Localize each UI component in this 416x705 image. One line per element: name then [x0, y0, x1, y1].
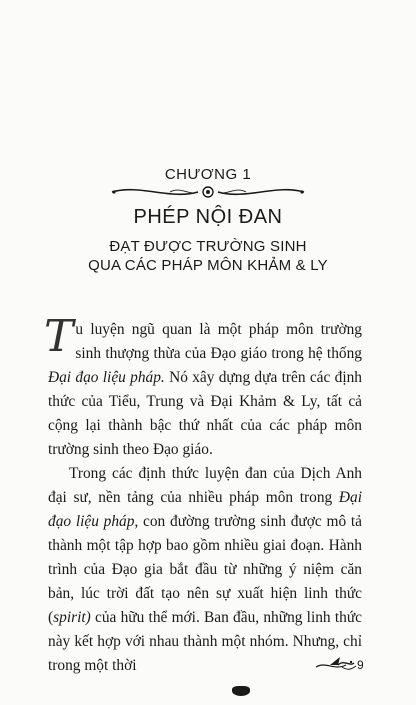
paragraph-1-emphasis: Đại đạo liệu pháp. — [48, 369, 165, 386]
chapter-label: CHƯƠNG 1 — [164, 166, 252, 183]
paragraph-1-text-a: u luyện ngũ quan là một pháp môn trường sinh thượng thừa của Đạo giáo trong hệ thống — [75, 321, 362, 362]
paragraph-1 — [44, 311, 362, 462]
page-number: 9 — [357, 658, 364, 672]
paragraph-2-text-c: của hữu thể mới. Ban đầu, những linh thức này kết hợp với nhau thành một nhóm. Nhưng, chỉ trong một thời — [48, 609, 362, 674]
paragraph-2-text-a: Trong các định thức luyện đan của Dịch Anh đại sư, nền tảng của nhiều pháp môn trong — [48, 465, 362, 506]
paragraph-2 — [48, 462, 362, 678]
body-text — [44, 311, 362, 678]
paragraph-2-text-b: , con đường trường sinh được mô tả thành một tập hợp bao gồm nhiều giai đoạn. Hành trình của Đạo gia bắt đầu từ những ý niệm căn bản, lúc trời đất tạo nên sự xuất hiện linh thức ( — [48, 513, 362, 626]
chapter-title: PHÉP NỘI ĐAN — [133, 206, 283, 228]
drop-cap: T — [44, 311, 74, 362]
paragraph-1-text-b: Nó xây dựng dựa trên các định thức của Tiểu, Trung và Đại Khảm & Ly, tất cả cộng lại thành bậc thứ nhất của các pháp môn trường sinh theo Đạo giáo. — [48, 369, 362, 458]
paragraph-2-emphasis-b: spirit) — [53, 609, 91, 626]
bird-flourish-icon — [312, 653, 392, 677]
scan-artifact — [232, 686, 250, 696]
chapter-subtitle-line-1: ĐẠT ĐƯỢC TRƯỜNG SINH — [109, 238, 307, 255]
paragraph-2-emphasis-a: Đại đạo liệu pháp — [48, 489, 362, 530]
flourish-divider-icon — [110, 180, 306, 204]
chapter-subtitle-line-2: QUA CÁC PHÁP MÔN KHẢM & LY — [88, 257, 328, 274]
